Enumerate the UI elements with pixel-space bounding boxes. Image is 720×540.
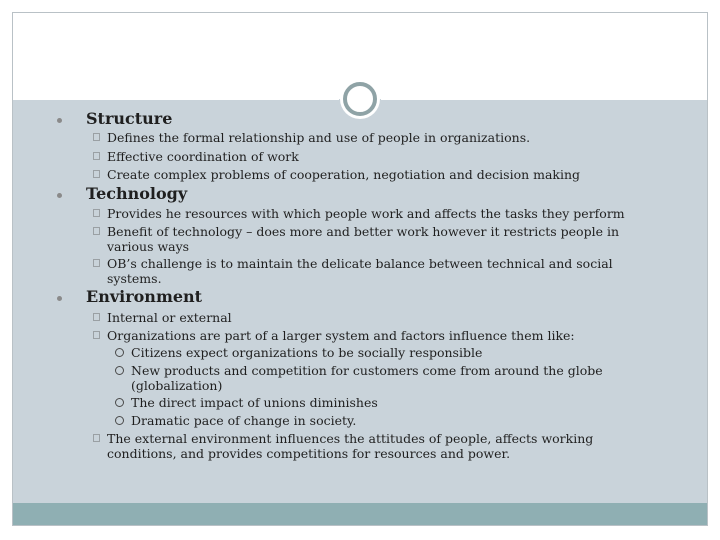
list-item: OB’s challenge is to maintain the delicate balance between technical and social systems. — [107, 256, 613, 286]
bullet-icon — [57, 193, 62, 198]
list-subitem: New products and competition for customers come from around the globe (globalization) — [131, 363, 603, 393]
section-title-environment: Environment — [86, 287, 203, 306]
ring-bullet-icon — [115, 398, 124, 407]
list-subitem: The direct impact of unions diminishes — [131, 395, 378, 410]
checkbox-bullet-icon — [93, 331, 100, 339]
checkbox-bullet-icon — [93, 209, 100, 217]
checkbox-bullet-icon — [93, 170, 100, 178]
ring-bullet-icon — [115, 348, 124, 357]
list-item: Defines the formal relationship and use of people in organizations. — [107, 130, 531, 145]
checkbox-bullet-icon — [93, 133, 100, 141]
checkbox-bullet-icon — [93, 434, 100, 442]
list-item: The external environment influences the attitudes of people, affects working conditions, and provides competitions for resources and power. — [107, 431, 594, 461]
section-title-technology: Technology — [86, 184, 188, 203]
checkbox-bullet-icon — [93, 152, 100, 160]
list-item: Organizations are part of a larger system and factors influence them like: — [107, 328, 575, 343]
ring-bullet-icon — [115, 416, 124, 425]
list-item: Provides he resources with which people work and affects the tasks they perform — [107, 206, 625, 221]
list-item: Effective coordination of work — [107, 149, 299, 164]
checkbox-bullet-icon — [93, 259, 100, 267]
list-item: Internal or external — [107, 310, 232, 325]
bullet-icon — [57, 296, 62, 301]
checkbox-bullet-icon — [93, 227, 100, 235]
bullet-icon — [57, 118, 62, 123]
ring-bullet-icon — [115, 366, 124, 375]
section-title-structure: Structure — [86, 109, 173, 128]
checkbox-bullet-icon — [93, 313, 100, 321]
list-item: Create complex problems of cooperation, negotiation and decision making — [107, 167, 581, 182]
list-subitem: Dramatic pace of change in society. — [131, 413, 357, 428]
list-subitem: Citizens expect organizations to be socially responsible — [131, 345, 483, 360]
list-item: Benefit of technology – does more and better work however it restricts people in various ways — [107, 224, 619, 254]
